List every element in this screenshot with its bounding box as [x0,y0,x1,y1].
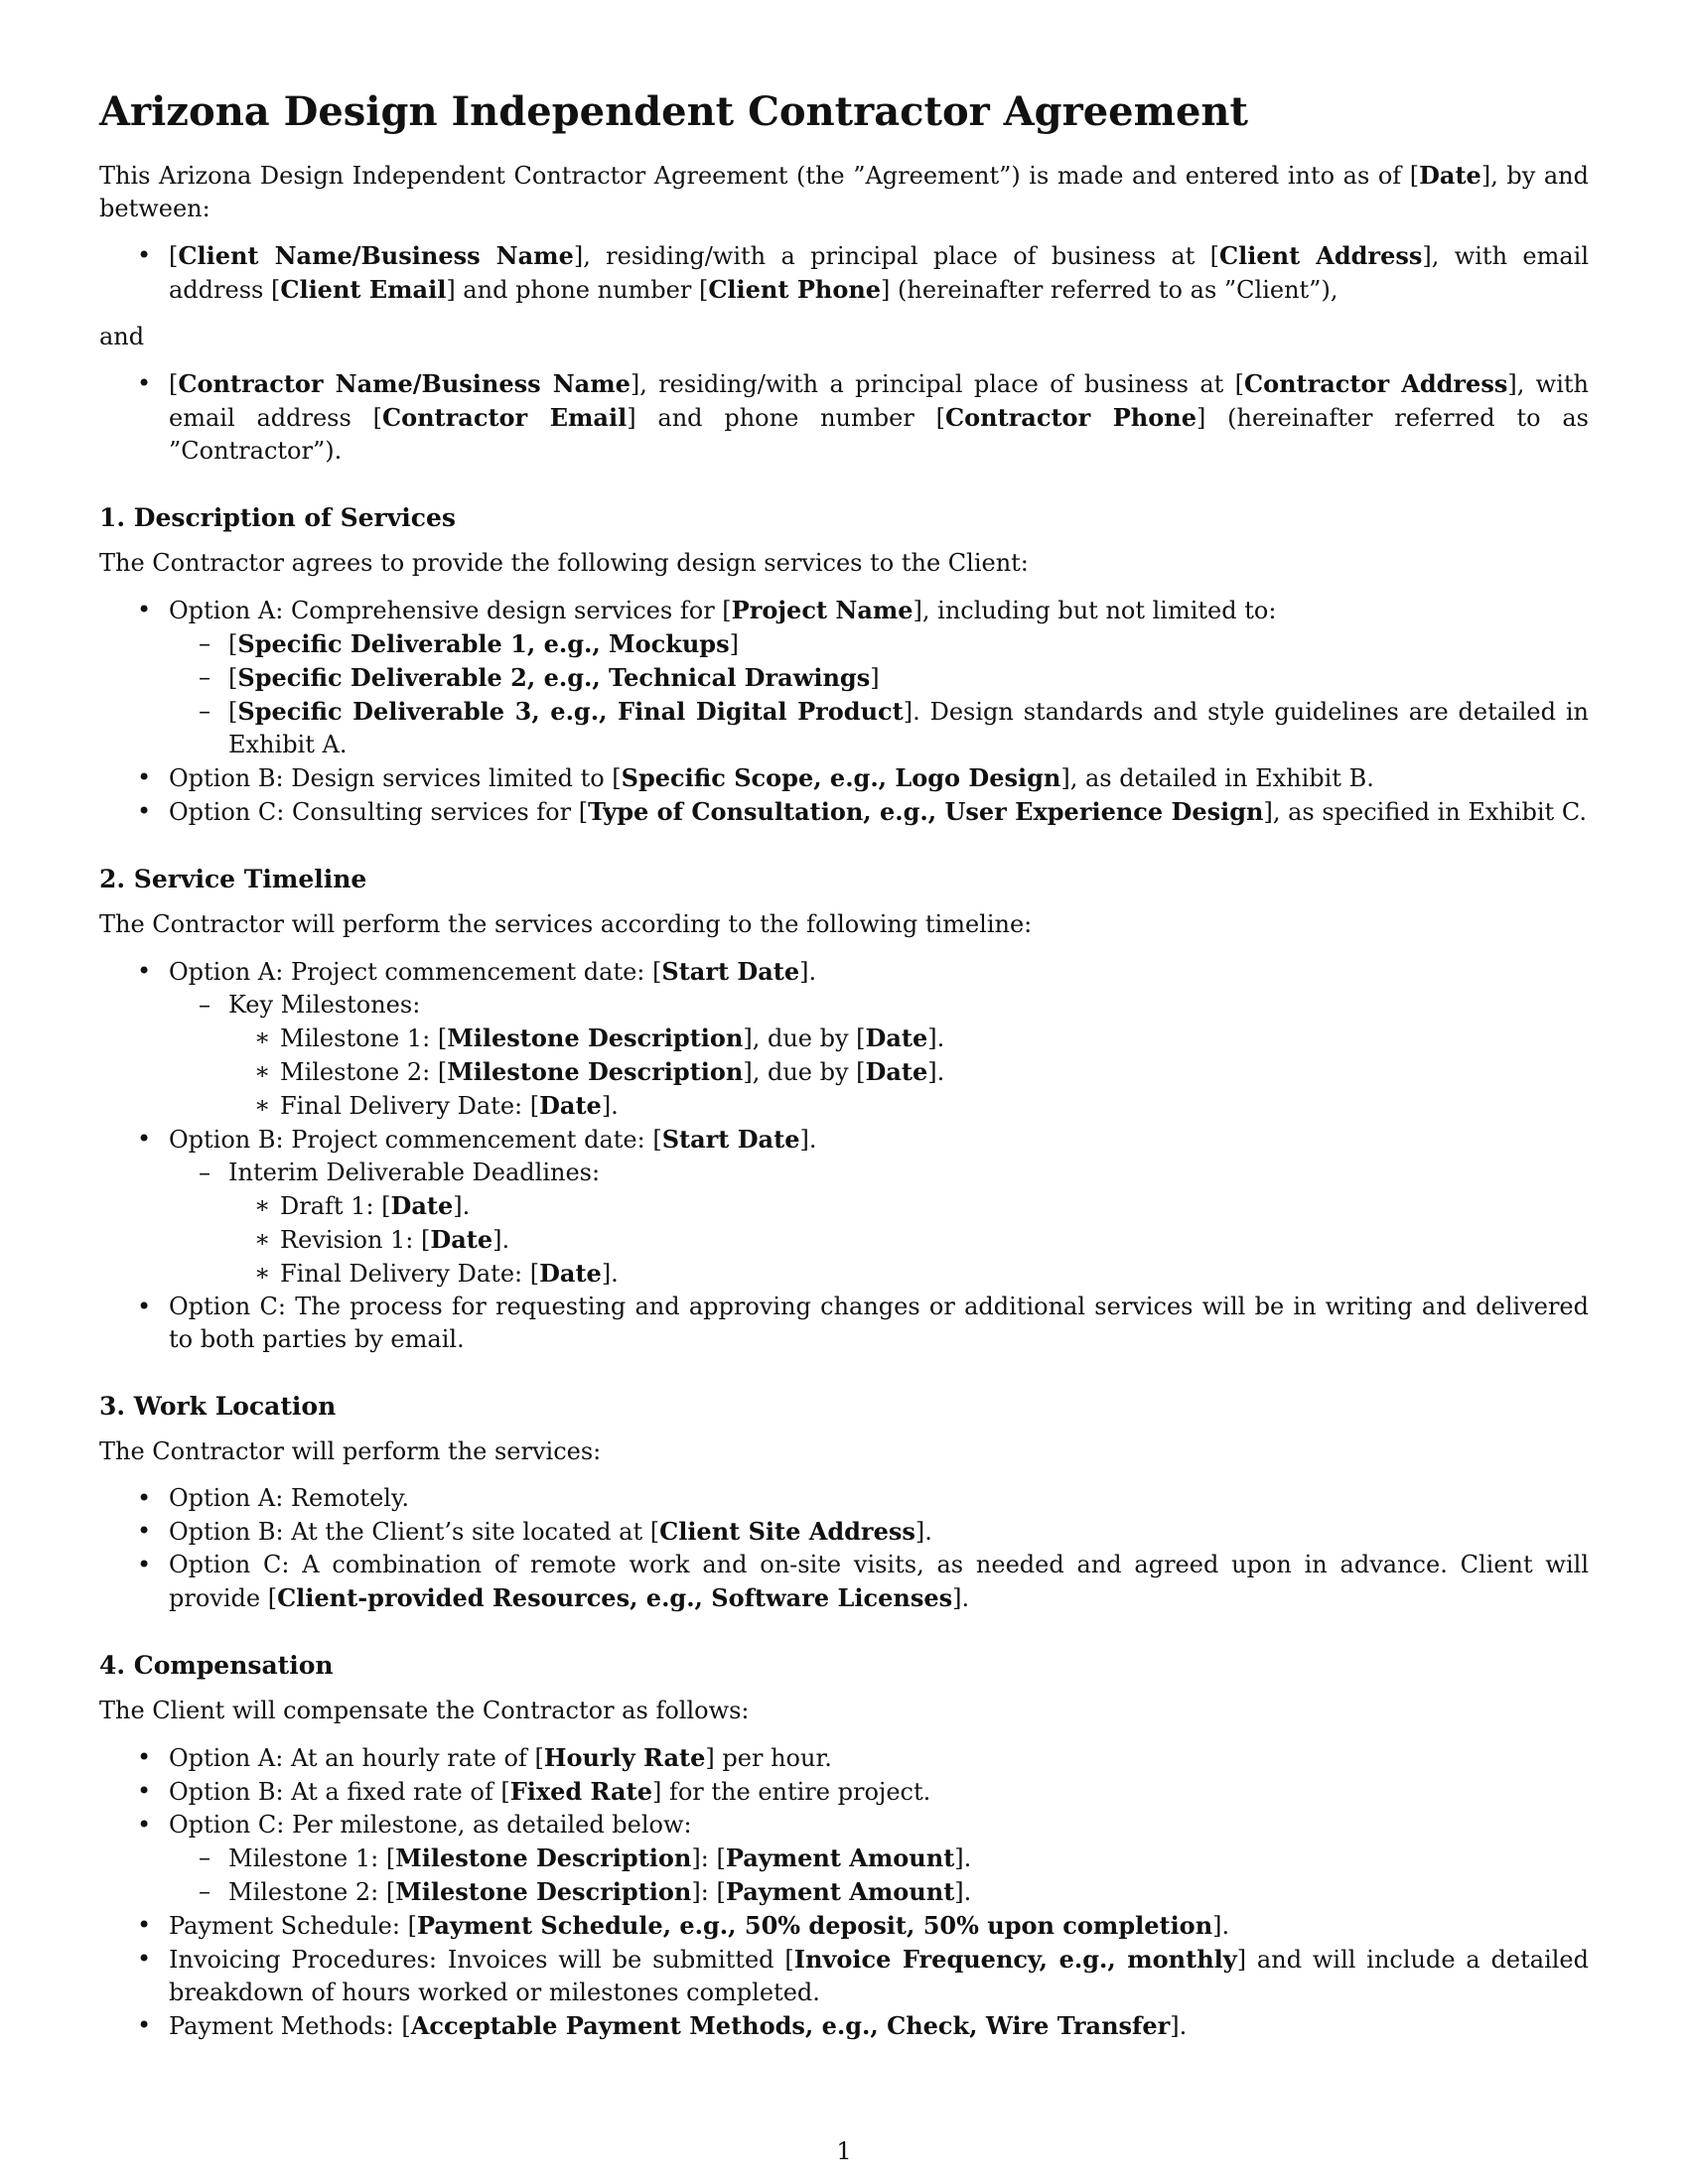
section-lead: The Contractor will perform the services: [99,1437,602,1465]
milestones-list [169,989,1589,1123]
list-item: • Payment Schedule: [Payment Schedule, e.g., 50% deposit, 50% upon completion]. [99,1909,1589,1943]
intro-paragraph: This Arizona Design Independent Contractor Agreement (the ”Agreement”) is made and entered into as of [Date], by and between: [99,161,1589,222]
payment-milestones-list [169,1842,1589,1909]
location-options-list [99,1482,1589,1615]
list-item: ∗ Revision 1: [Date]. [99,1223,1589,1257]
section-lead: The Contractor will perform the services according to the following timeline: [99,910,1033,938]
list-item: • Option A: At an hourly rate of [Hourly Rate] per hour. [99,1741,1589,1775]
list-item: • Option B: At a fixed rate of [Fixed Rate] for the entire project. [99,1775,1589,1809]
list-item: – [Specific Deliverable 3, e.g., Final Digital Product]. Design standards and style guidelines are detailed in Exhibit A. [99,695,1589,761]
document-title: Arizona Design Independent Contractor Agreement [99,88,1248,135]
deliverables-list [169,627,1589,761]
list-item: – Interim Deliverable Deadlines: ∗ Draft 1: [Date]. ∗ Revision 1: [Date]. ∗ Final Delivery Date: [Date]. [99,1157,1589,1291]
list-item: • Payment Methods: [Acceptable Payment Methods, e.g., Check, Wire Transfer]. [99,2009,1589,2043]
list-item: • Option B: At the Client’s site located at [Client Site Address]. [99,1515,1589,1549]
list-item: – [Specific Deliverable 2, e.g., Technical Drawings] [99,661,1589,695]
list-item: ∗ Draft 1: [Date]. [99,1189,1589,1223]
list-item: • Invoicing Procedures: Invoices will be submitted [Invoice Frequency, e.g., monthly] and will include a detailed breakdown of hours worked or milestones completed. [99,1943,1589,2009]
list-item: ∗ Final Delivery Date: [Date]. [99,1257,1589,1291]
section-heading-location: 3. Work Location [99,1392,337,1421]
section-heading-compensation: 4. Compensation [99,1651,334,1680]
client-party-list [99,239,1589,307]
section-lead: The Contractor agrees to provide the following design services to the Client: [99,549,1029,577]
list-item: ∗ Milestone 2: [Milestone Description], due by [Date]. [99,1055,1589,1089]
list-item: • Option A: Remotely. [99,1482,1589,1515]
list-item: – Milestone 2: [Milestone Description]: [Payment Amount]. [99,1875,1589,1909]
list-item: • Option A: Comprehensive design services for [Project Name], including but not limited to: – [Specific Deliverable 1, e.g., Mockups] – [Specific Deliverable 2, e.g., Technical Drawings] – [Specific Deliverable 3, e.g., Final Digital Product]. Design standards and style guidelines are detailed in Exhibit A. [99,594,1589,761]
timeline-options-list [99,955,1589,1356]
section-lead: The Client will compensate the Contractor as follows: [99,1697,750,1724]
list-item: – Key Milestones: ∗ Milestone 1: [Milestone Description], due by [Date]. ∗ Milestone 2: [Milestone Description], due by [Date]. ∗ Final Delivery Date: [Date]. [99,989,1589,1123]
list-item: • Option C: Per milestone, as detailed below: – Milestone 1: [Milestone Description]: [Payment Amount]. – Milestone 2: [Milestone Description]: [Payment Amount]. [99,1809,1589,1909]
compensation-options-list [99,1741,1589,2043]
services-options-list [99,594,1589,829]
interim-items [228,1189,1589,1291]
list-item: • Option C: A combination of remote work and on-site visits, as needed and agreed upon in advance. Client will provide [Client-provided Resources, e.g., Software Licenses]. [99,1549,1589,1615]
and-separator: and [99,323,145,350]
document-content [99,87,1589,2043]
list-item: ∗ Final Delivery Date: [Date]. [99,1089,1589,1123]
list-item: • Option B: Design services limited to [Specific Scope, e.g., Logo Design], as detailed in Exhibit B. [99,761,1589,795]
list-item: ∗ Milestone 1: [Milestone Description], due by [Date]. [99,1022,1589,1055]
section-heading-timeline: 2. Service Timeline [99,865,367,893]
list-item: • Option C: The process for requesting and approving changes or additional services will be in writing and delivered to both parties by email. [99,1291,1589,1356]
client-party-item: • [Client Name/Business Name], residing/with a principal place of business at [Client Address], with email address [Client Email] and phone number [Client Phone] (hereinafter referred to as ”Client”), [99,239,1589,307]
list-item: • Option C: Consulting services for [Type of Consultation, e.g., User Experience Design], as specified in Exhibit C. [99,795,1589,829]
list-item: • Option B: Project commencement date: [Start Date]. – Interim Deliverable Deadlines: ∗ Draft 1: [Date]. ∗ Revision 1: [Date]. ∗ Final Delivery Date: [Date]. [99,1123,1589,1291]
list-item: • Option A: Project commencement date: [Start Date]. – Key Milestones: ∗ Milestone 1: [Milestone Description], due by [Date]. ∗ Milestone 2: [Milestone Description], due by [Date]. ∗ Final Delivery Date: [Date]. [99,955,1589,1123]
page-number: 1 [836,2137,852,2165]
milestone-items [228,1022,1589,1123]
section-heading-services: 1. Description of Services [99,503,456,532]
list-item: – Milestone 1: [Milestone Description]: [Payment Amount]. [99,1842,1589,1875]
interim-deadlines-list [169,1157,1589,1291]
contractor-party-item: • [Contractor Name/Business Name], residing/with a principal place of business at [Contractor Address], with email address [Contractor Email] and phone number [Contractor Phone] (hereinafter referred to as ”Contractor”). [99,367,1589,468]
list-item: – [Specific Deliverable 1, e.g., Mockups] [99,627,1589,661]
contractor-party-list [99,367,1589,468]
